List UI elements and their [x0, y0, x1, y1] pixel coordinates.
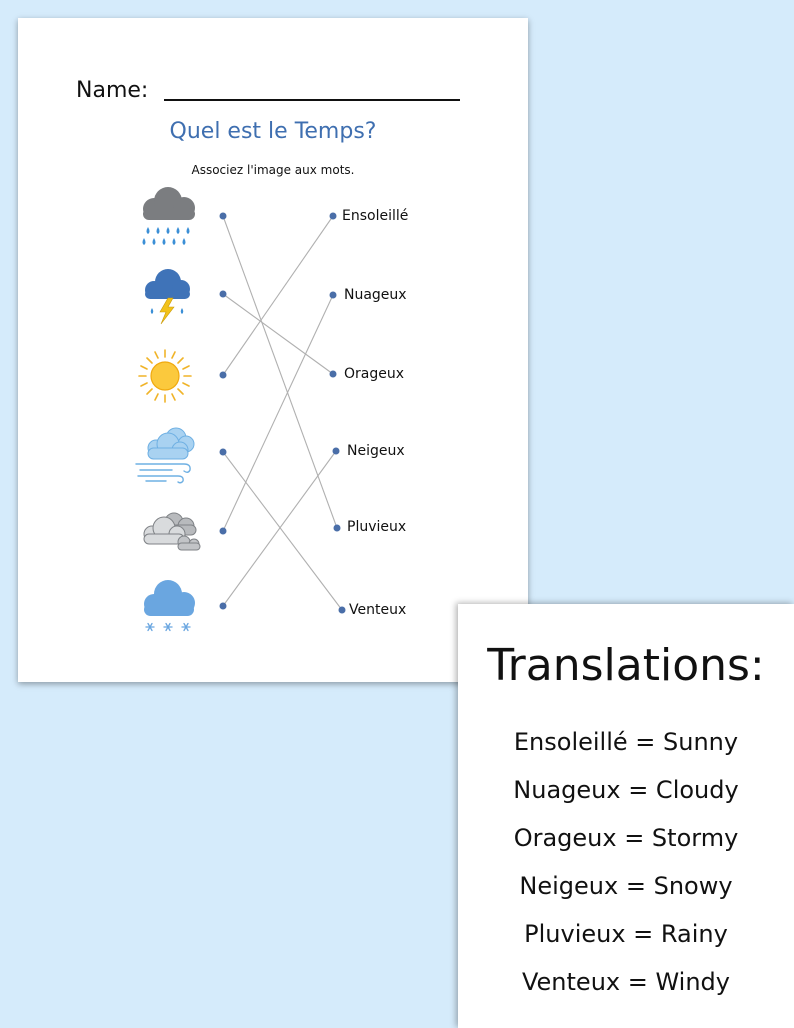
translations-title: Translations: [487, 640, 765, 691]
translation-line: Neigeux = Snowy [519, 872, 733, 900]
word-venteux: Venteux [349, 602, 407, 618]
name-label: Name: [76, 78, 149, 103]
word-nuageux: Nuageux [344, 287, 407, 303]
left-dot[interactable] [220, 213, 227, 220]
worksheet [18, 18, 528, 682]
right-dot[interactable] [330, 213, 337, 220]
match-line [223, 216, 337, 528]
snow-cloud-icon [144, 580, 195, 631]
word-pluvieux: Pluvieux [347, 519, 407, 535]
sun-icon [139, 350, 191, 402]
matching-lines [223, 216, 342, 610]
word-neigeux: Neigeux [347, 443, 405, 459]
match-line [223, 452, 342, 610]
worksheet-instructions: Associez l'image aux mots. [191, 163, 355, 177]
match-line [223, 216, 333, 375]
worksheet-title: Quel est le Temps? [169, 119, 377, 144]
right-dot[interactable] [330, 292, 337, 299]
match-line [223, 294, 333, 374]
translation-line: Nuageux = Cloudy [513, 776, 739, 804]
translations-card [458, 604, 794, 1028]
left-dot[interactable] [220, 291, 227, 298]
translation-line: Orageux = Stormy [513, 824, 739, 852]
word-orageux: Orageux [344, 366, 405, 382]
translation-line: Venteux = Windy [521, 968, 730, 996]
storm-cloud-icon [145, 269, 190, 324]
word-ensoleille: Ensoleillé [342, 208, 409, 224]
matching-area [18, 18, 528, 682]
right-dot[interactable] [334, 525, 341, 532]
gray-clouds-icon [144, 513, 200, 550]
rain-cloud-icon [143, 187, 196, 245]
right-dot[interactable] [339, 607, 346, 614]
right-dot[interactable] [330, 371, 337, 378]
left-dot[interactable] [220, 528, 227, 535]
left-dot[interactable] [220, 449, 227, 456]
match-line [223, 295, 333, 531]
translation-line: Pluvieux = Rainy [524, 920, 728, 948]
left-dot[interactable] [220, 372, 227, 379]
right-dot[interactable] [333, 448, 340, 455]
translation-line: Ensoleillé = Sunny [513, 728, 739, 756]
wind-cloud-icon [136, 428, 194, 483]
left-dot[interactable] [220, 603, 227, 610]
